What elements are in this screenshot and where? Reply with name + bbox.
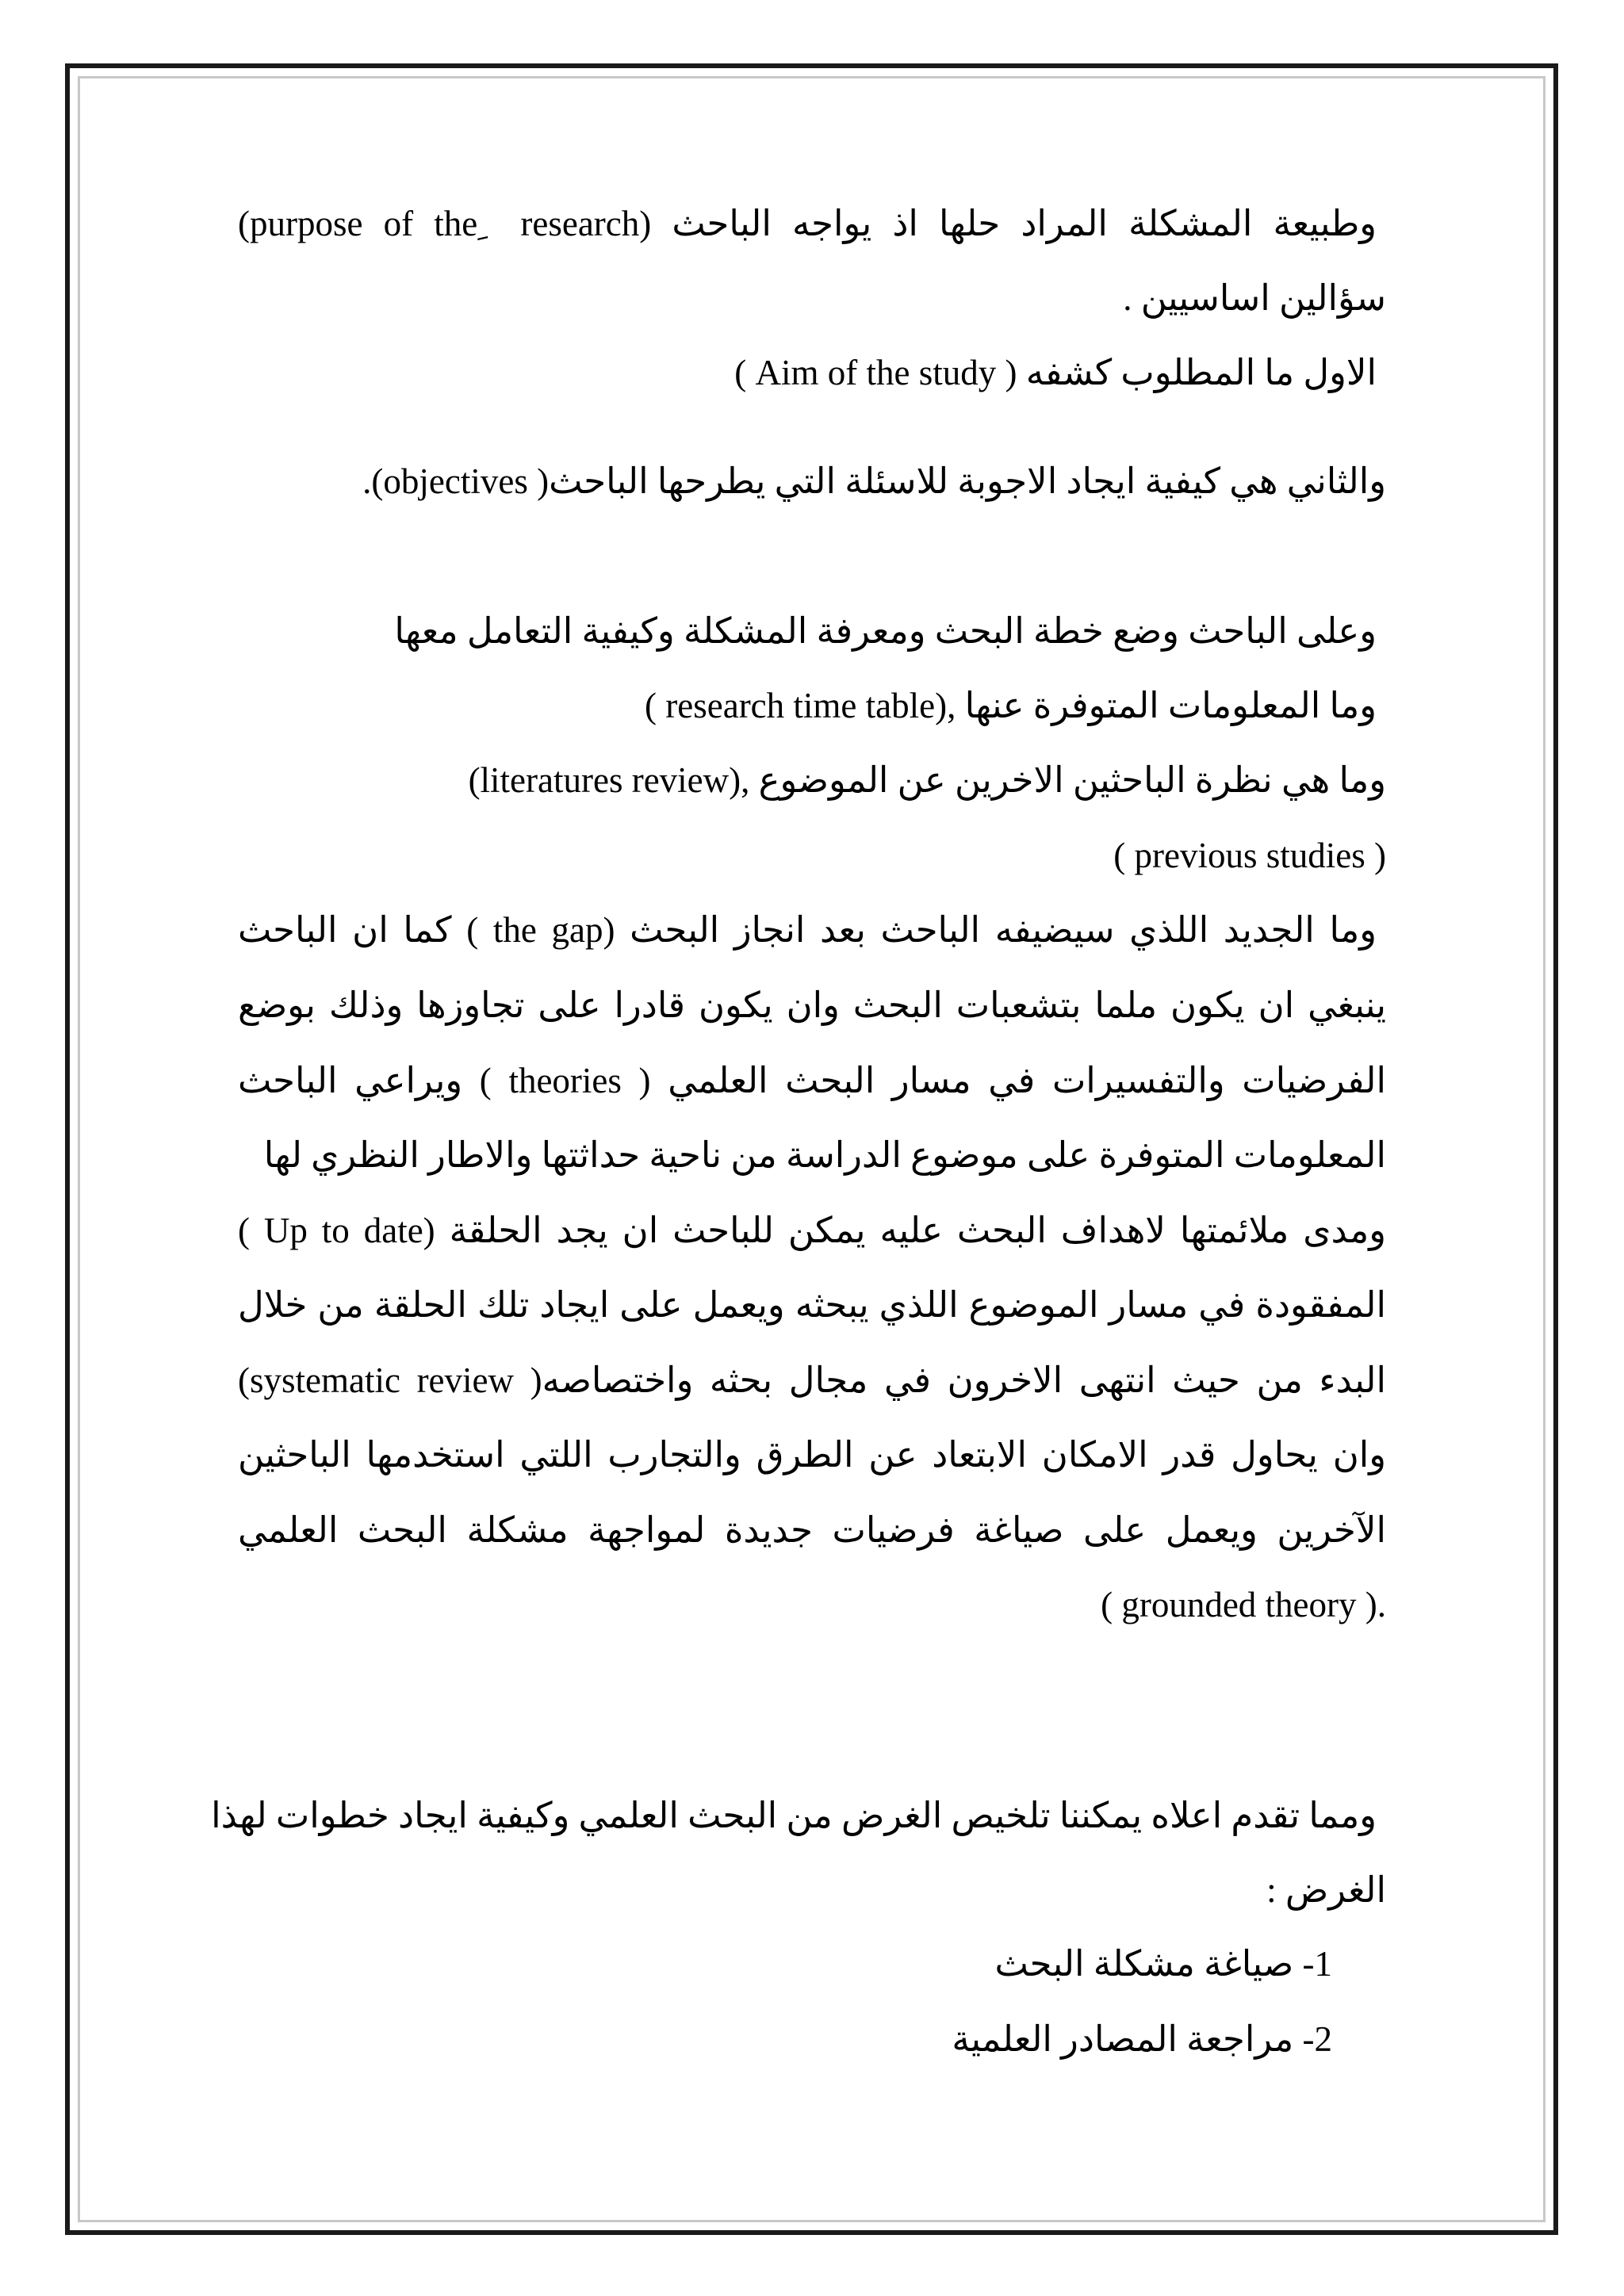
- text-line: ( previous studies ): [1113, 836, 1386, 875]
- text-line: الفرضيات والتفسيرات في مسار البحث العلمي ( theories ) ويراعي الباحث: [238, 1061, 1386, 1100]
- text-line: والثاني هي كيفية ايجاد الاجوبة للاسئلة التي يطرحها الباحث( objectives).: [362, 461, 1386, 501]
- text-line: ( grounded theory ).: [1101, 1585, 1386, 1624]
- text-line: وما الجديد اللذي سيضيفه الباحث بعد انجاز البحث (the gap ) كما ان الباحث: [238, 910, 1377, 950]
- text-line: ومما تقدم اعلاه يمكننا تلخيص الغرض من البحث العلمي وكيفية ايجاد خطوات لهذا: [211, 1796, 1377, 1835]
- text-line: ( Up to date) ومدى ملائمتها لاهداف البحث عليه يمكن للباحث ان يجد الحلقة: [238, 1211, 1386, 1250]
- text-line: وان يحاول قدر الامكان الابتعاد عن الطرق والتجارب اللتي استخدمها الباحثين: [238, 1435, 1386, 1475]
- text-line: المعلومات المتوفرة على موضوع الدراسة من ناحية حداثتها والاطار النظري لها: [263, 1135, 1386, 1175]
- text-line: (literatures review), وما هي نظرة الباحثين الاخرين عن الموضوع: [468, 760, 1386, 800]
- text-line: الآخرين ويعمل على صياغة فرضيات جديدة لمواجهة مشكلة البحث العلمي: [238, 1510, 1386, 1550]
- text-line: الاول ما المطلوب كشفه ( Aim of the study ): [734, 353, 1377, 392]
- document-body: [211, 0, 1386, 2296]
- text-line: المفقودة في مسار الموضوع اللذي يبحثه ويعمل على ايجاد تلك الحلقة من خلال: [238, 1285, 1386, 1325]
- text-line: وعلى الباحث وضع خطة البحث ومعرفة المشكلة وكيفية التعامل معها: [394, 611, 1377, 651]
- text-line: ( research time table), وما المعلومات المتوفرة عنها: [645, 686, 1377, 725]
- text-line: سؤالين اساسيين .: [1123, 278, 1386, 318]
- text-line: ينبغي ان يكون ملما بتشعبات البحث وان يكون قادرا على تجاوزها وذلك بوضع: [238, 985, 1386, 1025]
- list-item: 2- مراجعة المصادر العلمية: [952, 2019, 1332, 2059]
- text-line: الغرض :: [1266, 1870, 1386, 1910]
- text-line: البدء من حيث انتهى الاخرون في مجال بحثه واختصاصه( systematic review): [238, 1360, 1386, 1400]
- text-line: (purpose of the ِ research) وطبيعة المشكلة المراد حلها اذ يواجه الباحث: [238, 204, 1377, 243]
- list-item: 1- صياغة مشكلة البحث: [994, 1944, 1332, 1984]
